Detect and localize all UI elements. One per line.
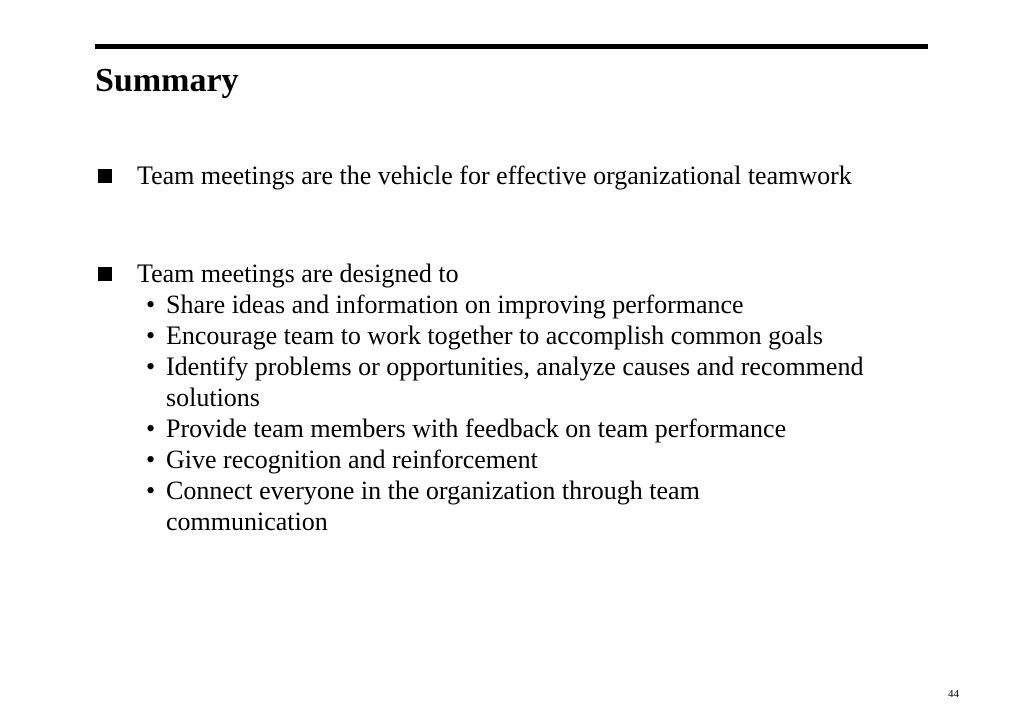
sub-bullet-item [97, 289, 897, 320]
dot-bullet-icon: • [146, 414, 156, 443]
dot-bullet-icon: • [146, 445, 156, 474]
dot-bullet-icon: • [146, 321, 156, 350]
page-number: 44 [948, 688, 959, 700]
sub-bullet-list [97, 289, 897, 537]
bullet-row [97, 160, 897, 191]
bullet-item [97, 258, 897, 537]
bullet-row [97, 258, 897, 289]
bullet-text: Team meetings are designed to [137, 259, 459, 288]
sub-bullet-text: Provide team members with feedback on team performance [166, 414, 787, 443]
sub-bullet-item [97, 351, 897, 413]
title-divider-line [95, 44, 928, 49]
sub-bullet-text: Encourage team to work together to accomplish common goals [166, 321, 824, 350]
sub-bullet-item [97, 413, 897, 444]
sub-bullet-item [97, 475, 897, 537]
square-bullet-icon [98, 267, 112, 281]
sub-bullet-text: Give recognition and reinforcement [166, 445, 538, 474]
dot-bullet-icon: • [146, 352, 156, 381]
sub-bullet-text: Identify problems or opportunities, analyze causes and recommend solutions [166, 352, 864, 412]
dot-bullet-icon: • [146, 476, 156, 505]
sub-bullet-text: Connect everyone in the organization through team communication [166, 476, 700, 536]
square-bullet-icon [98, 169, 112, 183]
sub-bullet-text: Share ideas and information on improving performance [166, 290, 744, 319]
sub-bullet-item [97, 320, 897, 351]
bullet-text: Team meetings are the vehicle for effective organizational teamwork [137, 161, 852, 190]
bullet-item [97, 160, 897, 191]
dot-bullet-icon: • [146, 290, 156, 319]
sub-bullet-item [97, 444, 897, 475]
slide-title: Summary [95, 62, 239, 99]
